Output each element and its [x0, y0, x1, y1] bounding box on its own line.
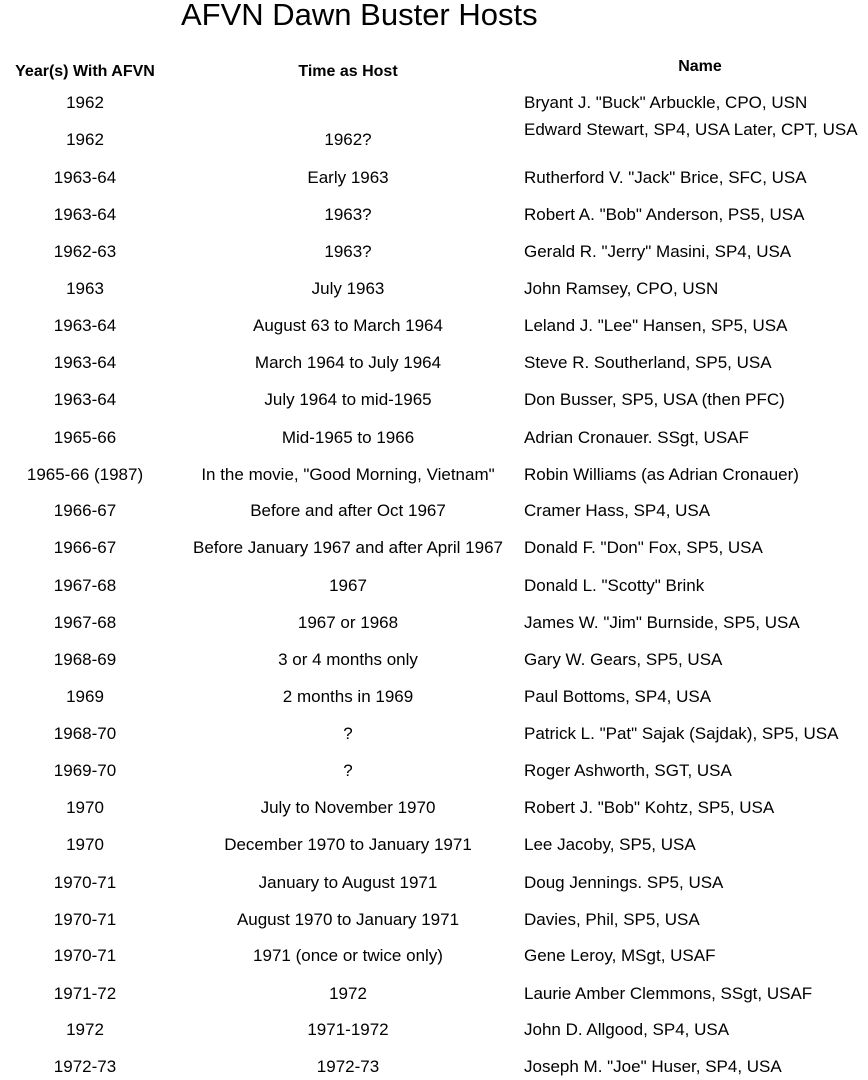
cell-name: Joseph M. "Joe" Huser, SP4, USA	[524, 1057, 782, 1076]
cell-time-as-host: 1963?	[324, 242, 372, 261]
cell-name: Cramer Hass, SP4, USA	[524, 501, 711, 520]
cell-name: Gerald R. "Jerry" Masini, SP4, USA	[524, 242, 792, 261]
cell-year: 1969	[66, 687, 104, 706]
cell-year: 1969-70	[53, 761, 117, 780]
cell-time-as-host: Before January 1967 and after April 1967	[193, 538, 503, 557]
cell-time-as-host: 1967 or 1968	[297, 613, 399, 632]
cell-year: 1963-64	[53, 353, 117, 372]
cell-year: 1968-69	[53, 650, 117, 669]
cell-name: Robert A. "Bob" Anderson, PS5, USA	[524, 205, 805, 224]
cell-time-as-host: 1972-73	[316, 1057, 380, 1076]
cell-time-as-host: December 1970 to January 1971	[224, 835, 472, 854]
cell-name: Laurie Amber Clemmons, SSgt, USAF	[524, 984, 813, 1003]
cell-year: 1963-64	[53, 390, 117, 409]
cell-name: John Ramsey, CPO, USN	[524, 279, 719, 298]
cell-year: 1963	[66, 279, 104, 298]
cell-time-as-host: Mid-1965 to 1966	[281, 428, 415, 447]
column-header-year: Year(s) With AFVN	[15, 63, 155, 80]
cell-year: 1962	[66, 93, 104, 112]
cell-year: 1967-68	[53, 576, 117, 595]
cell-year: 1970	[66, 798, 104, 817]
cell-time-as-host: 2 months in 1969	[282, 687, 414, 706]
column-header-time: Time as Host	[298, 63, 398, 80]
cell-year: 1970	[66, 835, 104, 854]
cell-time-as-host: 1967	[329, 576, 367, 595]
cell-name: Davies, Phil, SP5, USA	[524, 910, 700, 929]
cell-name: Doug Jennings. SP5, USA	[524, 873, 724, 892]
cell-name: Edward Stewart, SP4, USA Later, CPT, USA	[524, 120, 858, 139]
cell-name: Paul Bottoms, SP4, USA	[524, 687, 712, 706]
cell-year: 1968-70	[53, 724, 117, 743]
cell-year: 1970-71	[53, 873, 117, 892]
cell-time-as-host: July to November 1970	[260, 798, 436, 817]
cell-name: Bryant J. "Buck" Arbuckle, CPO, USN	[524, 93, 808, 112]
cell-year: 1967-68	[53, 613, 117, 632]
cell-time-as-host: In the movie, "Good Morning, Vietnam"	[201, 465, 495, 484]
cell-name: Steve R. Southerland, SP5, USA	[524, 353, 772, 372]
cell-name: Lee Jacoby, SP5, USA	[524, 835, 696, 854]
cell-name: Gary W. Gears, SP5, USA	[524, 650, 723, 669]
cell-year: 1963-64	[53, 168, 117, 187]
cell-time-as-host: Before and after Oct 1967	[250, 501, 446, 520]
cell-time-as-host: 1963?	[324, 205, 372, 224]
cell-name: Donald L. "Scotty" Brink	[524, 576, 705, 595]
cell-name: Donald F. "Don" Fox, SP5, USA	[524, 538, 763, 557]
cell-year: 1972-73	[53, 1057, 117, 1076]
cell-time-as-host: 1962?	[324, 130, 372, 149]
cell-name: Robin Williams (as Adrian Cronauer)	[524, 465, 799, 484]
cell-time-as-host: July 1964 to mid-1965	[264, 390, 432, 409]
cell-name: Adrian Cronauer. SSgt, USAF	[524, 428, 749, 447]
cell-time-as-host: March 1964 to July 1964	[254, 353, 442, 372]
cell-name: Patrick L. "Pat" Sajak (Sajdak), SP5, USA	[524, 724, 839, 743]
cell-year: 1965-66 (1987)	[26, 465, 144, 484]
column-header-name: Name	[678, 58, 722, 75]
cell-name: Don Busser, SP5, USA (then PFC)	[524, 390, 785, 409]
cell-year: 1972	[66, 1020, 104, 1039]
cell-time-as-host: 1972	[329, 984, 367, 1003]
cell-time-as-host: ?	[343, 761, 353, 780]
cell-name: James W. "Jim" Burnside, SP5, USA	[524, 613, 800, 632]
cell-time-as-host: August 63 to March 1964	[253, 316, 443, 335]
cell-year: 1965-66	[53, 428, 117, 447]
cell-name: Robert J. "Bob" Kohtz, SP5, USA	[524, 798, 775, 817]
cell-year: 1971-72	[53, 984, 117, 1003]
cell-time-as-host: Early 1963	[307, 168, 389, 187]
cell-time-as-host: ?	[343, 724, 353, 743]
cell-time-as-host: 3 or 4 months only	[278, 650, 418, 669]
cell-time-as-host: 1971-1972	[307, 1020, 389, 1039]
cell-time-as-host: 1971 (once or twice only)	[253, 946, 443, 965]
cell-year: 1963-64	[53, 316, 117, 335]
cell-name: John D. Allgood, SP4, USA	[524, 1020, 730, 1039]
cell-name: Roger Ashworth, SGT, USA	[524, 761, 732, 780]
cell-name: Rutherford V. "Jack" Brice, SFC, USA	[524, 168, 807, 187]
cell-year: 1966-67	[53, 501, 117, 520]
cell-year: 1970-71	[53, 910, 117, 929]
cell-year: 1970-71	[53, 946, 117, 965]
cell-year: 1962	[66, 130, 104, 149]
cell-year: 1962-63	[53, 242, 117, 261]
cell-time-as-host: August 1970 to January 1971	[236, 910, 460, 929]
cell-year: 1963-64	[53, 205, 117, 224]
cell-time-as-host: July 1963	[311, 279, 385, 298]
cell-name: Leland J. "Lee" Hansen, SP5, USA	[524, 316, 788, 335]
cell-time-as-host: January to August 1971	[258, 873, 438, 892]
page-title: AFVN Dawn Buster Hosts	[181, 0, 538, 32]
cell-year: 1966-67	[53, 538, 117, 557]
cell-name: Gene Leroy, MSgt, USAF	[524, 946, 716, 965]
